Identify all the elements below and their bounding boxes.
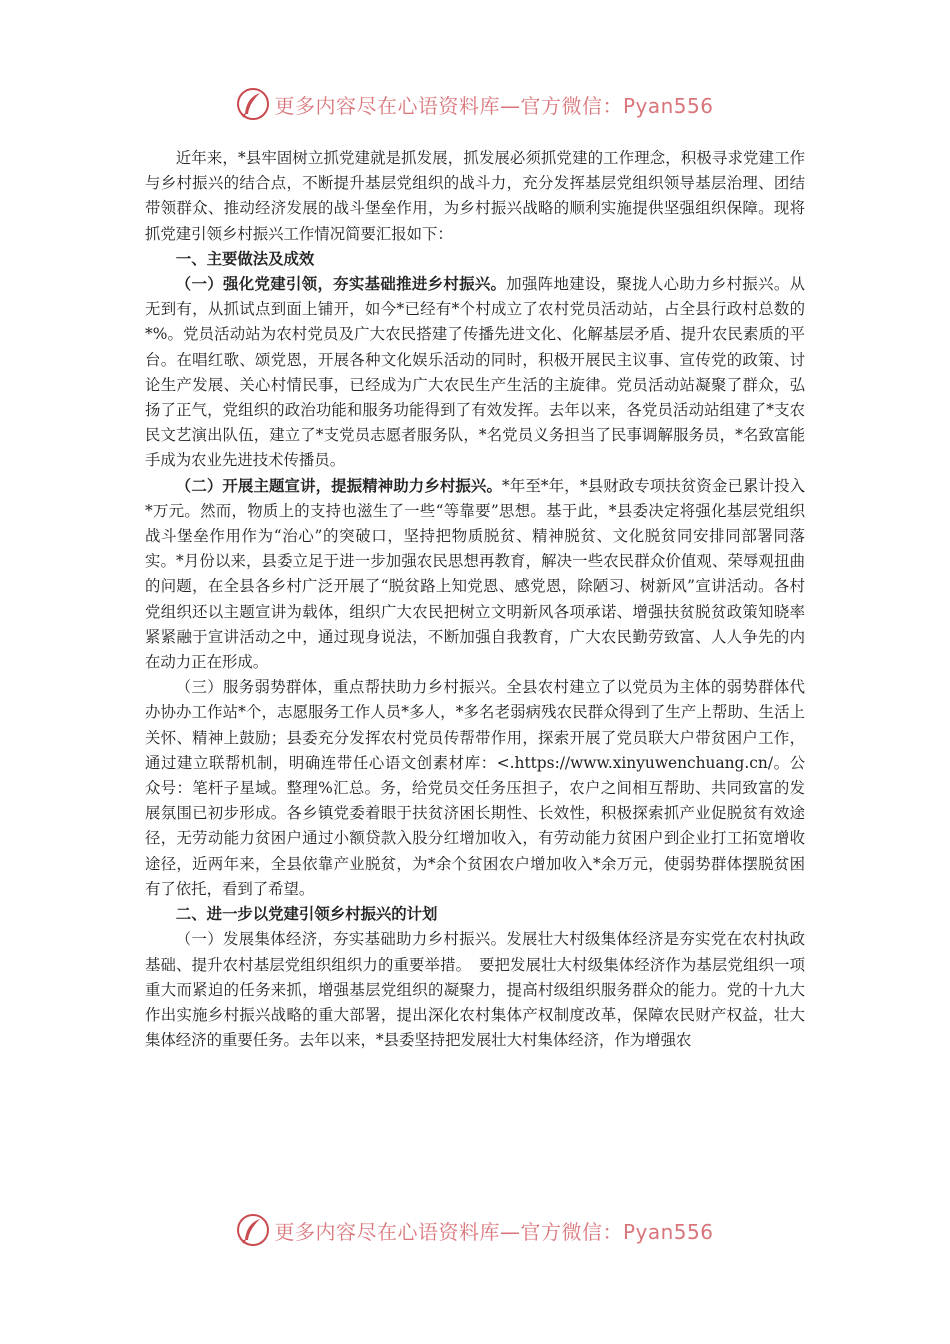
header-banner xyxy=(0,84,950,124)
section-2-title: 二、进一步以党建引领乡村振兴的计划 xyxy=(175,905,438,924)
paragraph-text: *年至*年，*县财政专项扶贫资金已累计投入*万元。然而，物质上的支持也滋生了一些“等靠要”思想。基于此，*县委决定将强化基层党组织战斗堡垒作用作为“治心”的突破口，坚持把物质脱贫、精神脱贫、文化脱贫同安排同部署同落实。*月份以来，县委立足于进一步加强农民思想再教育，解决一些农民群众价值观、荣辱观扭曲的问题，在全县各乡村广泛开展了“脱贫路上知党恩、感党恩，除陋习、树新风”宣讲活动。各村党组织还以主题宣讲为载体，组织广大农民把树立文明新风各项承诺、增强扶贫脱贫政策知晓率紧紧融于宣讲活动之中，通过现身说法，不断加强自我教育，广大农民勤劳致富、人人争先的内在动力正在形成。 xyxy=(145,476,805,672)
document-body xyxy=(145,146,805,1053)
section-1-paragraph-2 xyxy=(145,474,805,676)
feather-pen-icon xyxy=(236,87,270,121)
section-1-paragraph-3: （三）服务弱势群体，重点帮扶助力乡村振兴。全县农村建立了以党员为主体的弱势群体代办协办工作站*个，志愿服务工作人员*多人，*多名老弱病残农民群众得到了生产上帮助、生活上关怀、精神上鼓励；县委充分发挥农村党员传帮带作用，探索开展了党员联大户带贫困户工作，通过建立联帮机制，明确连带任心语文创素材库：<.https://www.xinyuwenchuang.cn/。公众号：笔杆子星域。整理%汇总。务，给党员交任务压担子，农户之间相互帮助、共同致富的发展氛围已初步形成。各乡镇党委着眼于扶贫济困长期性、长效性，积极探索抓产业促脱贫有效途径，无劳动能力贫困户通过小额贷款入股分红增加收入，有劳动能力贫困户到企业打工拓宽增收途径，近两年来，全县依靠产业脱贫，为*余个贫困农户增加收入*余万元，使弱势群体摆脱贫困有了依托，看到了希望。 xyxy=(145,678,805,898)
paragraph-heading: （二）开展主题宣讲，提振精神助力乡村振兴。 xyxy=(175,476,503,495)
intro-paragraph: 近年来，*县牢固树立抓党建就是抓发展，抓发展必须抓党建的工作理念，积极寻求党建工作与乡村振兴的结合点，不断提升基层党组织的战斗力，充分发挥基层党组织领导基层治理、团结带领群众、推动经济发展的战斗堡垒作用，为乡村振兴战略的顺利实施提供坚强组织保障。现将抓党建引领乡村振兴工作情况简要汇报如下： xyxy=(145,149,805,243)
section-2-paragraph-1: （一）发展集体经济，夯实基础助力乡村振兴。发展壮大村级集体经济是夯实党在农村执政基础、提升农村基层党组织组织力的重要举措。 要把发展壮大村级集体经济作为基层党组织一项重大而紧迫的任务来抓，增强基层党组织的凝聚力，提高村级组织服务群众的能力。党的十九大作出实施乡村振兴战略的重大部署，提出深化农村集体产权制度改革，保障农民财产权益，壮大集体经济的重要任务。去年以来，*县委坚持把发展壮大村集体经济，作为增强农 xyxy=(145,930,805,1050)
paragraph-heading: （一）强化党建引领，夯实基础推进乡村振兴。 xyxy=(175,275,507,294)
feather-pen-icon xyxy=(236,1213,270,1247)
banner-text: 更多内容尽在心语资料库—官方微信：Pyan556 xyxy=(274,1219,714,1244)
section-1-title: 一、主要做法及成效 xyxy=(175,249,315,268)
banner-text: 更多内容尽在心语资料库—官方微信：Pyan556 xyxy=(274,93,714,118)
footer-banner xyxy=(0,1210,950,1250)
section-1-paragraph-1 xyxy=(145,272,805,474)
paragraph-text: 加强阵地建设，聚拢人心助力乡村振兴。从无到有，从抓试点到面上铺开，如今*已经有*个村成立了农村党员活动站，占全县行政村总数的*%。党员活动站为农村党员及广大农民搭建了传播先进文化、化解基层矛盾、提升农民素质的平台。在唱红歌、颂党恩，开展各种文化娱乐活动的同时，积极开展民主议事、宣传党的政策、讨论生产发展、关心村情民事，已经成为广大农民生产生活的主旋律。党员活动站凝聚了群众，弘扬了正气，党组织的政治功能和服务功能得到了有效发挥。去年以来，各党员活动站组建了*支农民文艺演出队伍，建立了*支党员志愿者服务队，*名党员义务担当了民事调解服务员，*名致富能手成为农业先进技术传播员。 xyxy=(145,275,805,470)
